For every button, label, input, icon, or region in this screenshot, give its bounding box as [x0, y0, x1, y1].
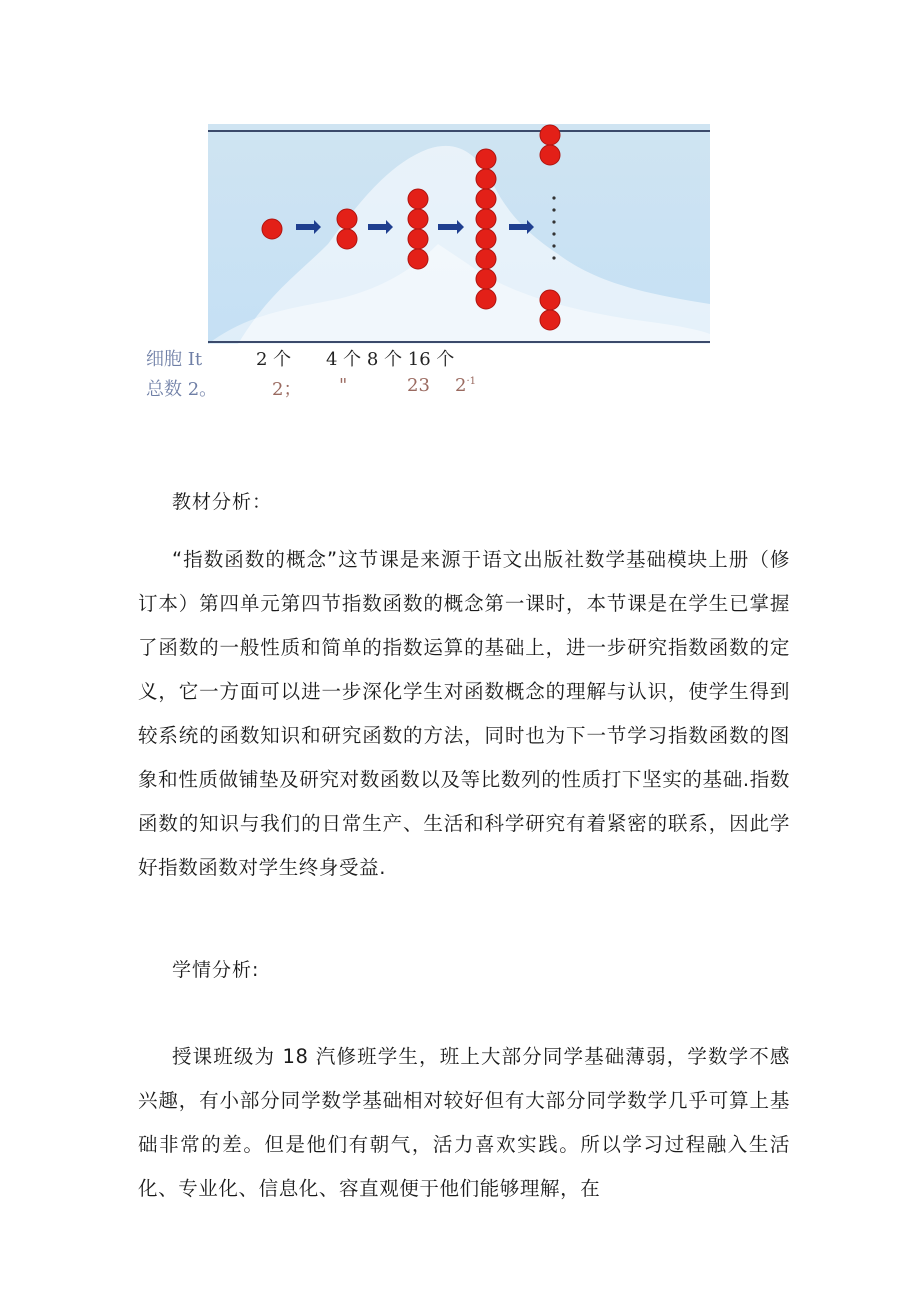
- cell-division-figure: [208, 124, 710, 344]
- section-body-student-analysis: 授课班级为 18 汽修班学生，班上大部分同学基础薄弱，学数学不感兴趣，有小部分同学数学基础相对较好但有大部分同学数学几乎可算上基础非常的差。但是他们有朝气，活力喜欢实践。所以学习过程融入生活化、专业化、信息化、容直观便于他们能够理解，在: [138, 1045, 790, 1200]
- cell-circle: [408, 189, 428, 209]
- ellipsis-dot: [552, 256, 555, 259]
- cell-circle: [408, 249, 428, 269]
- cell-circle: [262, 219, 282, 239]
- row2-c4-sup: ·1: [466, 376, 476, 387]
- cell-circle: [540, 145, 560, 165]
- cell-circle: [476, 289, 496, 309]
- ellipsis-dot: [552, 208, 555, 211]
- section-body-textbook-analysis: “指数函数的概念”这节课是来源于语文出版社数学基础模块上册（修订本）第四单元第四节指数函数的概念第一课时，本节课是在学生已掌握了函数的一般性质和简单的指数运算的基础上，进一步研究指数函数的定义，它一方面可以进一步深化学生对函数概念的理解与认识，使学生得到较系统的函数知识和研究函数的方法，同时也为下一节学习指数函数的图象和性质做铺垫及研究对数函数以及等比数列的性质打下坚实的基础.指数函数的知识与我们的日常生产、生活和科学研究有着紧密的联系，因此学好指数函数对学生终身受益.: [138, 548, 790, 879]
- row2-c4-base: 2: [455, 375, 467, 396]
- row2-c4: [455, 375, 476, 396]
- caption-row-2: [146, 375, 217, 401]
- cell-circle: [408, 229, 428, 249]
- row1-label: 细胞 It: [146, 349, 203, 370]
- cell-circle: [337, 229, 357, 249]
- cell-circle: [476, 249, 496, 269]
- cell-circle: [337, 209, 357, 229]
- caption-row-1: [146, 345, 202, 371]
- caption-row-1-c1: [256, 345, 291, 371]
- cell-circle: [476, 269, 496, 289]
- arrow-shape: [296, 220, 321, 234]
- caption-row-1-c2: [326, 345, 454, 371]
- cell-circle: [540, 310, 560, 330]
- row1-count-2: 2 个: [256, 349, 292, 370]
- ellipsis-dot: [552, 196, 555, 199]
- row1-count-rest: 4 个 8 个 16 个: [326, 349, 455, 370]
- cell-circle: [476, 169, 496, 189]
- row2-c3: 23: [407, 375, 430, 396]
- ellipsis-dot: [552, 232, 555, 235]
- cell-circle: [476, 209, 496, 229]
- cell-circle: [408, 209, 428, 229]
- cell-circle: [540, 125, 560, 145]
- cell-division-diagram: [208, 124, 710, 344]
- row2-c1: 2；: [272, 379, 302, 400]
- row2-label: 总数 2。: [146, 379, 218, 400]
- section-heading-textbook-analysis: 教材分析：: [172, 491, 273, 513]
- section-heading-student-analysis: 学情分析:: [172, 959, 260, 981]
- cell-circle: [476, 229, 496, 249]
- cell-circle: [540, 290, 560, 310]
- cell-circle: [476, 149, 496, 169]
- row2-c2: ": [339, 375, 348, 396]
- cell-circle: [476, 189, 496, 209]
- ellipsis-dot: [552, 244, 555, 247]
- ellipsis-dot: [552, 220, 555, 223]
